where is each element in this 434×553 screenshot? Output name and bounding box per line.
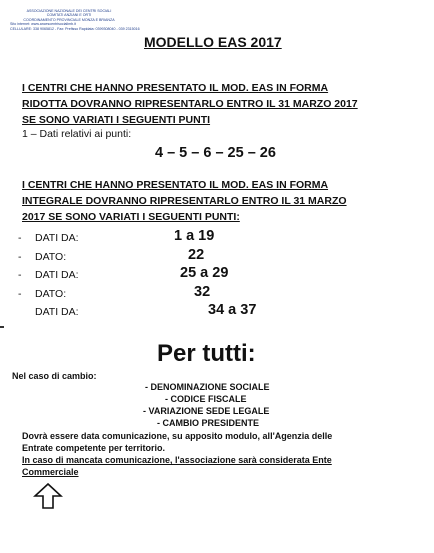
row-value: 1 a 19 [174, 228, 215, 244]
notice-line: Entrate competente per territorio. [22, 443, 166, 453]
per-tutti-heading: Per tutti: [157, 340, 256, 367]
letterhead-line: COMITATI ANZIANI E ORTI [46, 13, 92, 18]
change-item: - DENOMINAZIONE SOCIALE [145, 382, 270, 392]
letterhead-line: CELLULARE: 338 9065812 - Fax: Prefisso Rapidata: 0399308040 - 039 2315016 [10, 26, 140, 31]
section2-line: INTEGRALE DOVRANNO RIPRESENTARLO ENTRO IL 31 MARZO [22, 195, 347, 207]
section2-line: 2017 SE SONO VARIATI I SEGUENTI PUNTI: [22, 211, 240, 223]
row-bullet: - [18, 251, 22, 263]
letterhead-line: COORDINAMENTO PROVINCIALE MONZA E BRIANZA [23, 17, 115, 22]
section2-line: I CENTRI CHE HANNO PRESENTATO IL MOD. EAS IN FORMA [22, 179, 329, 191]
row-label: DATO: [35, 251, 67, 263]
section1-points: 4 – 5 – 6 – 25 – 26 [155, 145, 276, 161]
row-bullet: - [18, 288, 22, 300]
section2-line-justified [22, 193, 412, 209]
up-arrow-icon [33, 483, 63, 509]
row-value: 34 a 37 [208, 302, 257, 318]
section1-line: I CENTRI CHE HANNO PRESENTATO IL MOD. EAS IN FORMA [22, 82, 329, 94]
section1-subtext: 1 – Dati relativi ai punti: [22, 128, 132, 140]
notice-line: Dovrà essere data comunicazione, su apposito modulo, all'Agenzia delle [22, 431, 333, 441]
row-label: DATI DA: [35, 232, 79, 244]
letterhead [10, 9, 140, 31]
notice-line: Commerciale [22, 467, 79, 477]
row-label: DATO: [35, 288, 67, 300]
change-item: - VARIAZIONE SEDE LEGALE [143, 406, 270, 416]
change-item: - CAMBIO PRESIDENTE [157, 418, 260, 428]
letterhead-line: Sito internet: www.ancescentrisocialimb.it [10, 22, 76, 27]
row-bullet: - [18, 232, 22, 244]
row-label: DATI DA: [35, 306, 79, 318]
letterhead-line: ASSOCIAZIONE NAZIONALE DEI CENTRI SOCIALI [26, 9, 112, 13]
row-bullet: - [18, 269, 22, 281]
change-intro: Nel caso di cambio: [12, 371, 97, 381]
scan-mark [0, 326, 4, 328]
row-value: 25 a 29 [180, 265, 229, 281]
row-value: 32 [194, 284, 211, 300]
row-value: 22 [188, 247, 205, 263]
document-title: MODELLO EAS 2017 [144, 34, 282, 50]
row-label: DATI DA: [35, 269, 79, 281]
section2-heading [22, 177, 412, 225]
section1-heading [22, 80, 358, 128]
section1-line: RIDOTTA DOVRANNO RIPRESENTARLO ENTRO IL 31 MARZO 2017 [22, 98, 358, 110]
section1-line: SE SONO VARIATI I SEGUENTI PUNTI [22, 114, 211, 126]
notice-line: In caso di mancata comunicazione, l'associazione sarà considerata Ente [22, 455, 332, 465]
change-item: - CODICE FISCALE [165, 394, 247, 404]
